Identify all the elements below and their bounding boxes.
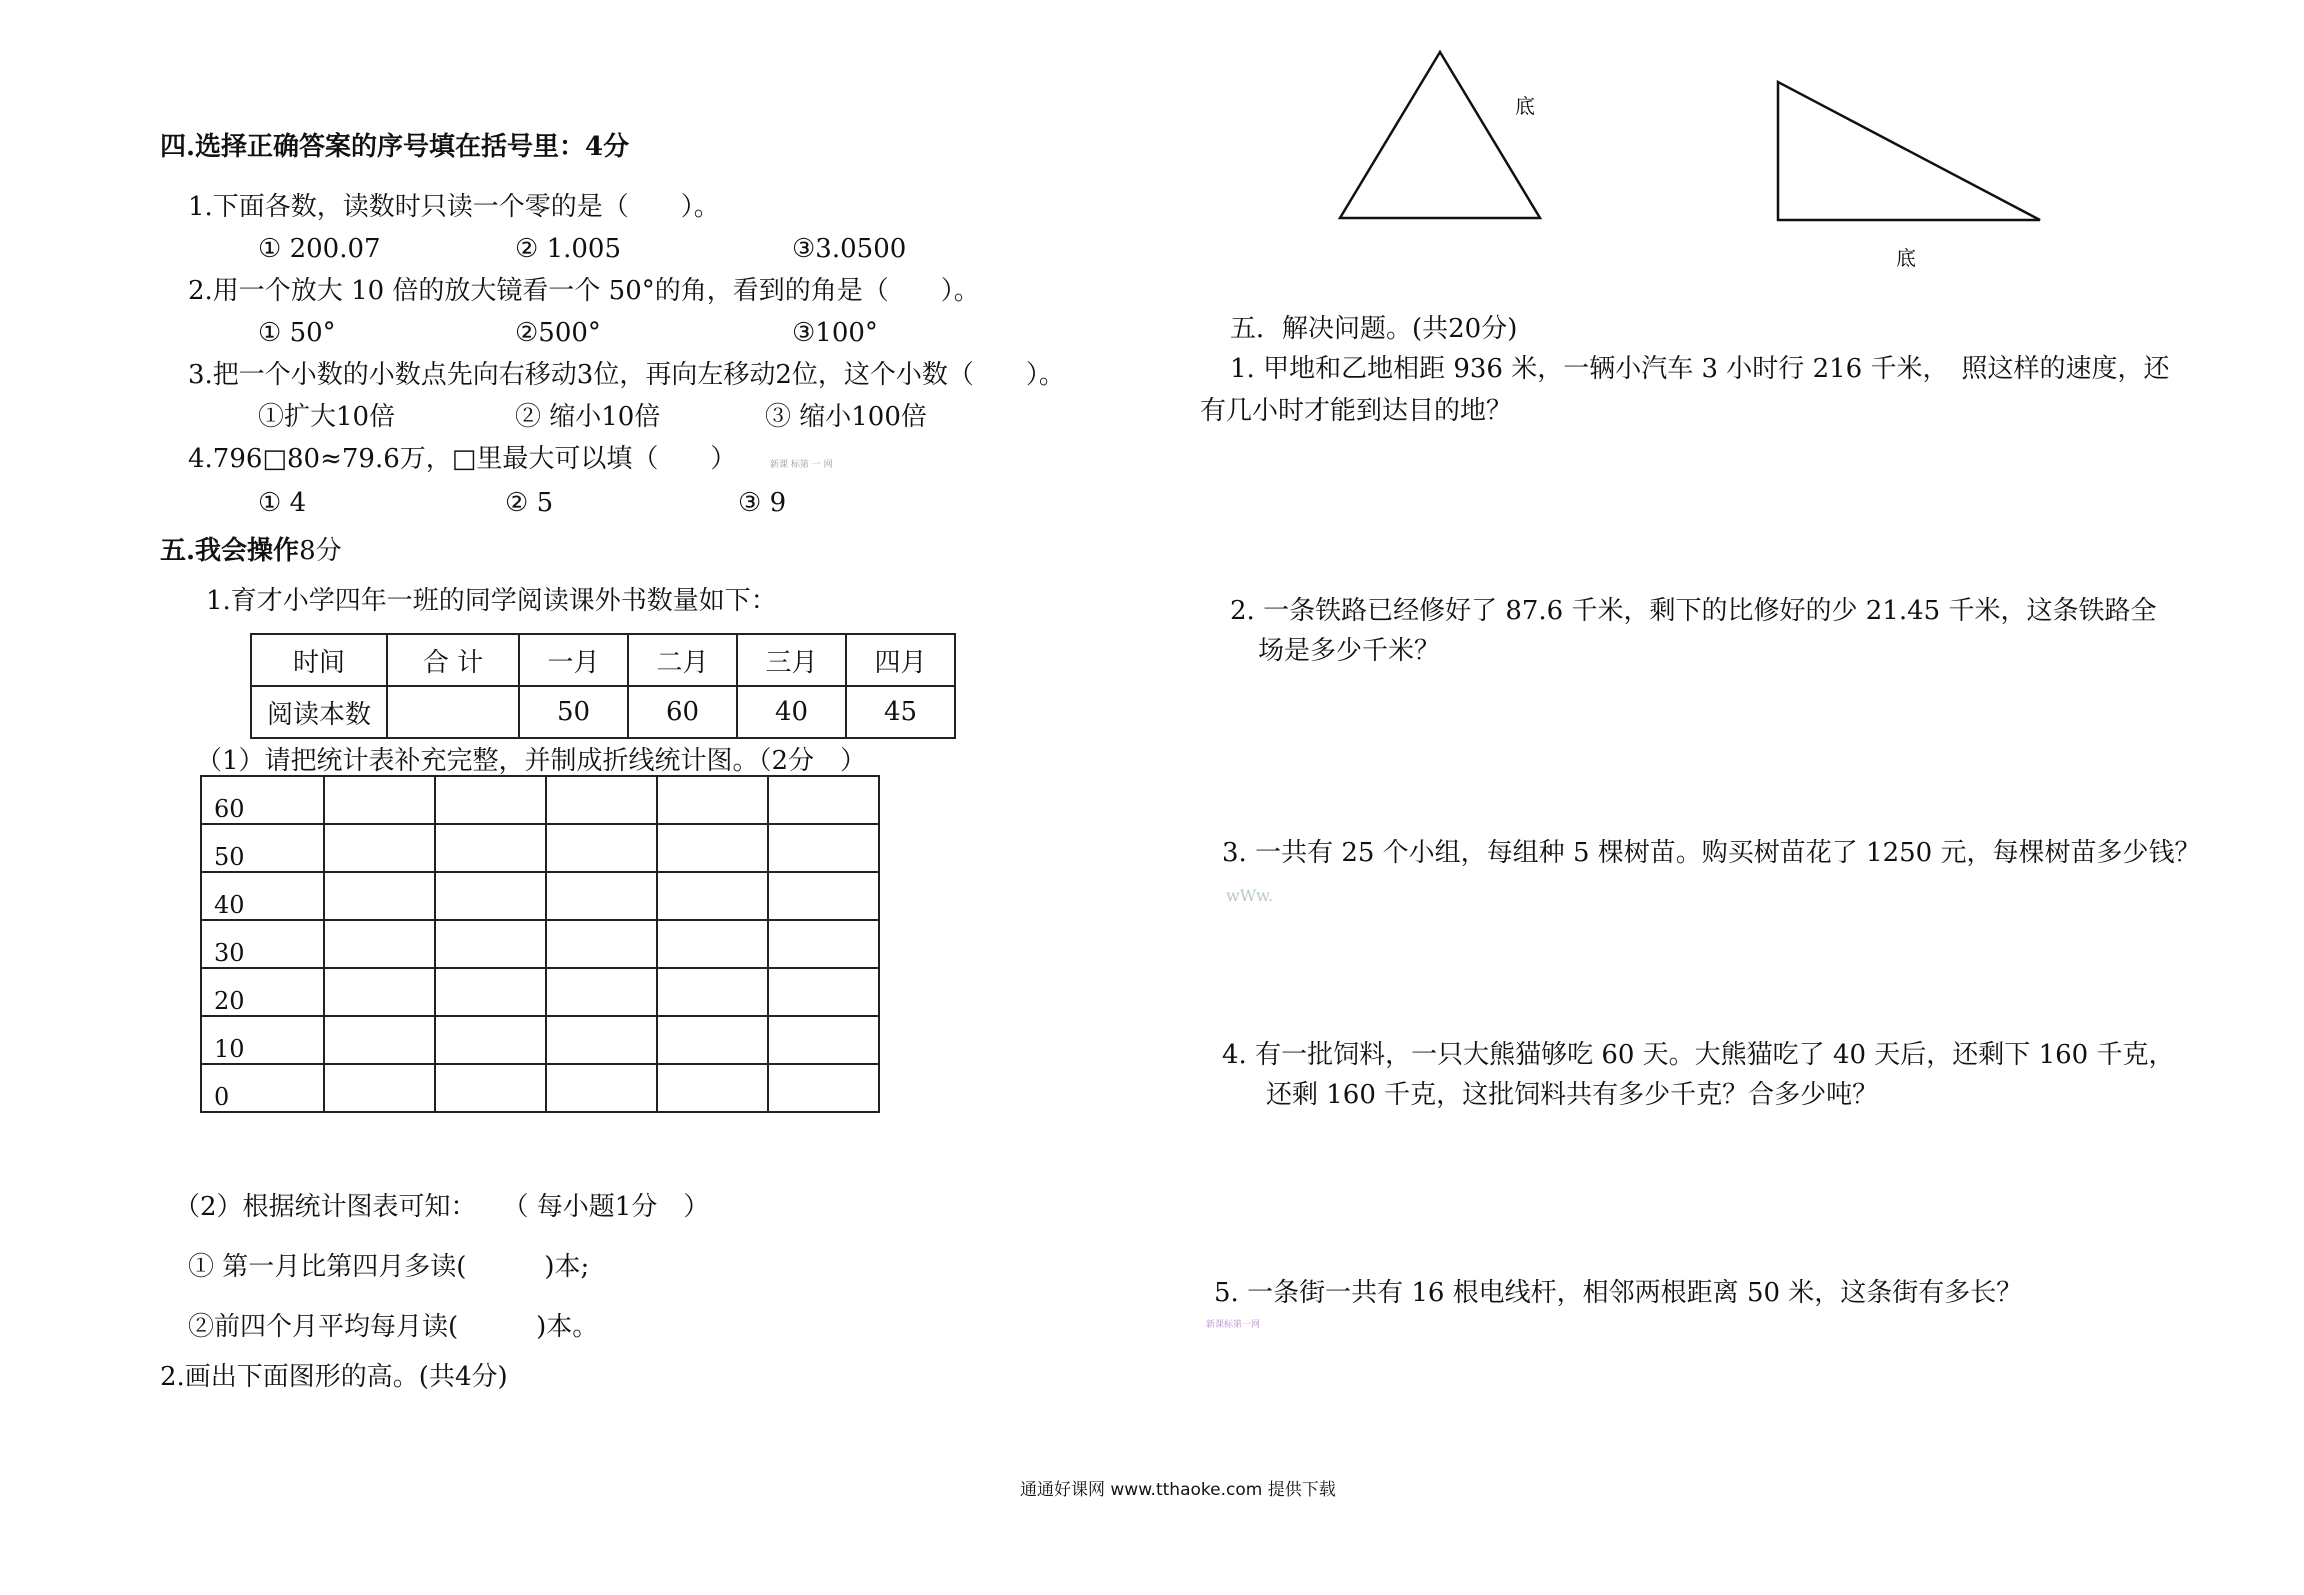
problem-4-line-1: 4. 有一批饲料，一只大熊猫够吃 60 天。大熊猫吃了 40 天后，还剩下 160 千克，: [1222, 1040, 2175, 1070]
q3-option-1: ①扩大10倍: [258, 402, 396, 432]
section5-heading-text: 五.我会操作: [160, 536, 300, 566]
table-header-cell: 一月: [519, 634, 628, 686]
triangle-right: [1778, 82, 2040, 220]
problem-1-line-1: 1. 甲地和乙地相距 936 米，一辆小汽车 3 小时行 216 千米， 照这样的速度，还: [1230, 354, 2170, 384]
sub-question-2: （2）根据统计图表可知： （ 每小题1分 ）: [174, 1192, 710, 1222]
q1-option-1: ① 200.07: [258, 234, 381, 264]
sub-question-2-b: ②前四个月平均每月读( )本。: [188, 1312, 599, 1342]
table-cell: 40: [737, 686, 846, 738]
problem-1-line-2: 有几小时才能到达目的地？: [1200, 396, 1513, 426]
table-header-cell: 时间: [251, 634, 387, 686]
problem-5: 5. 一条街一共有 16 根电线杆，相邻两根距离 50 米，这条街有多长？: [1214, 1278, 2023, 1308]
q4-option-3: ③ 9: [738, 488, 787, 518]
question-1: 1.下面各数，读数时只读一个零的是（ ）。: [188, 192, 720, 222]
table-cell: 60: [628, 686, 737, 738]
section5-solve-heading: 五．解决问题。(共20分): [1230, 314, 1518, 344]
table-header-cell: 三月: [737, 634, 846, 686]
question-4: 4.796□80≈79.6万，□里最大可以填（ ）: [188, 444, 737, 474]
table-cell: 阅读本数: [251, 686, 387, 738]
footer-credit: 通通好课网 www.tthaoke.com 提供下载: [1020, 1480, 1336, 1500]
q4-option-2: ② 5: [505, 488, 554, 518]
sub-question-2-a: ① 第一月比第四月多读( )本;: [188, 1252, 590, 1282]
watermark-www: wWw.: [1226, 886, 1274, 905]
table-header-cell: 二月: [628, 634, 737, 686]
grid-y-label: 0: [201, 1064, 324, 1112]
watermark-text: 新课 标第 一 网: [770, 460, 833, 470]
base-label-2: 底: [1896, 246, 1916, 270]
section4-heading: 四.选择正确答案的序号填在括号里：4分: [160, 132, 630, 162]
q4-option-1: ① 4: [258, 488, 307, 518]
q2-option-2: ②500°: [515, 318, 601, 348]
q2-option-1: ① 50°: [258, 318, 336, 348]
table-header-cell: 四月: [846, 634, 955, 686]
grid-y-label: 10: [201, 1016, 324, 1064]
watermark-text: 新课标第一网: [1206, 1320, 1261, 1330]
question-3: 3.把一个小数的小数点先向右移动3位，再向左移动2位，这个小数（ ）。: [188, 360, 1065, 390]
problem-4-line-2: 还剩 160 千克，这批饲料共有多少千克？合多少吨？: [1266, 1080, 1879, 1110]
base-label-1: 底: [1515, 94, 1535, 118]
triangle-acute: [1340, 52, 1540, 218]
operation-question-1: 1.育才小学四年一班的同学阅读课外书数量如下：: [206, 586, 777, 616]
operation-question-2: 2.画出下面图形的高。(共4分): [160, 1362, 508, 1392]
grid-y-label: 60: [201, 776, 324, 824]
q2-option-3: ③100°: [792, 318, 878, 348]
grid-y-label: 50: [201, 824, 324, 872]
problem-2-line-1: 2. 一条铁路已经修好了 87.6 千米，剩下的比修好的少 21.45 千米，这条铁路全: [1230, 596, 2157, 626]
section5-heading-score: 8分: [299, 536, 342, 566]
table-cell: 45: [846, 686, 955, 738]
grid-y-label: 20: [201, 968, 324, 1016]
problem-2-line-2: 场是多少千米？: [1258, 636, 1441, 666]
table-header-cell: 合 计: [387, 634, 519, 686]
grid-y-label: 30: [201, 920, 324, 968]
problem-3: 3. 一共有 25 个小组，每组种 5 棵树苗。购买树苗花了 1250 元，每棵树苗多少钱？: [1222, 838, 2201, 868]
sub-question-1: （1）请把统计表补充完整，并制成折线统计图。（2分 ）: [196, 746, 867, 776]
table-cell: 50: [519, 686, 628, 738]
q1-option-2: ② 1.005: [515, 234, 622, 264]
q3-option-3: ③ 缩小100倍: [765, 402, 927, 432]
question-2: 2.用一个放大 10 倍的放大镜看一个 50°的角，看到的角是（ ）。: [188, 276, 980, 306]
q1-option-3: ③3.0500: [792, 234, 907, 264]
grid-y-label: 40: [201, 872, 324, 920]
q3-option-2: ② 缩小10倍: [515, 402, 661, 432]
